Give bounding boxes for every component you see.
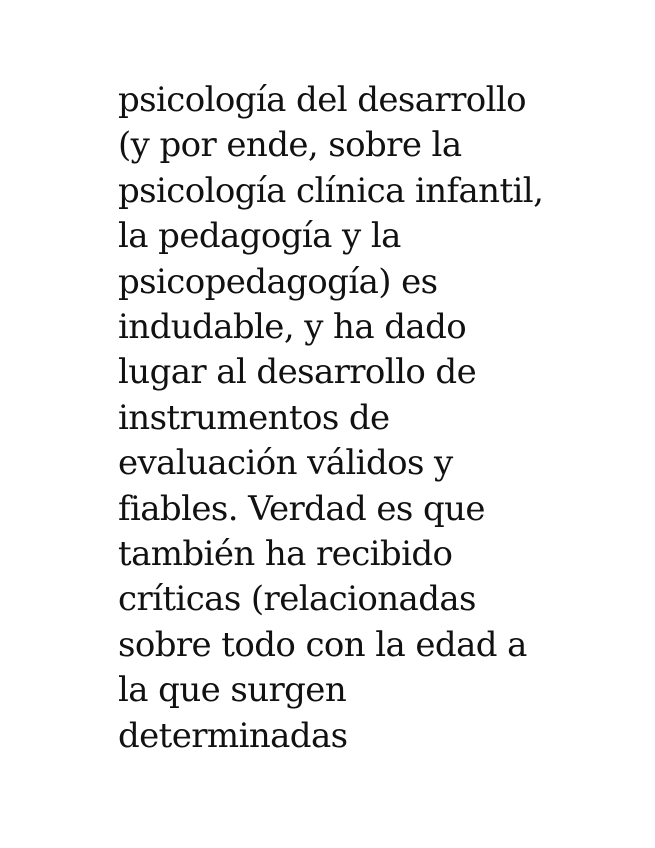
text-line: psicopedagogía) es xyxy=(118,261,438,302)
text-line: críticas (relacionadas xyxy=(118,579,476,620)
text-line: (y por ende, sobre la xyxy=(118,125,462,166)
text-line: fiables. Verdad es que xyxy=(118,488,485,529)
text-line: la pedagogía y la xyxy=(118,216,401,257)
text-line: psicología del desarrollo xyxy=(118,80,527,120)
text-line: indudable, y ha dado xyxy=(118,307,467,348)
text-line: la que surgen xyxy=(118,670,347,711)
text-line: psicología clínica infantil, xyxy=(118,170,544,211)
text-line: determinadas xyxy=(118,715,348,756)
text-line: lugar al desarrollo de xyxy=(118,352,477,393)
body-paragraph xyxy=(118,78,598,759)
text-line: sobre todo con la edad a xyxy=(118,624,527,665)
text-line: instrumentos de xyxy=(118,397,390,438)
text-line: evaluación válidos y xyxy=(118,443,453,484)
text-line: también ha recibido xyxy=(118,534,453,575)
